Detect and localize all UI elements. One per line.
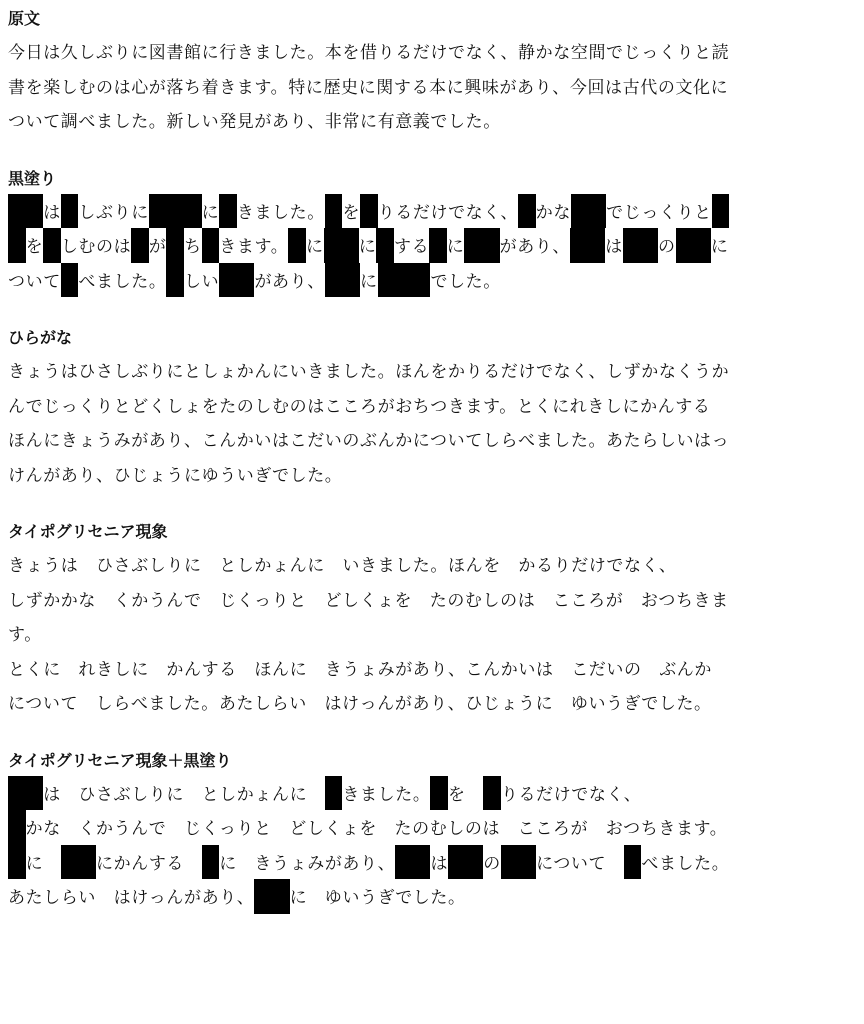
text-line [8, 230, 856, 265]
section-heading: 原文 [8, 9, 41, 28]
redaction-block [219, 194, 237, 229]
redaction-block [483, 776, 501, 811]
text-line: しずかかな くかうんで じくっりと どしくょを たのむしのは こころが おつちきま [8, 590, 729, 611]
redaction-block [325, 194, 343, 229]
section-heading: タイポグリセニア現象 [8, 522, 168, 541]
redaction-block [8, 228, 26, 263]
text-fragment: に [710, 237, 729, 257]
text-line: す。 [8, 625, 42, 645]
text-line [8, 847, 856, 882]
text-fragment: があり、 [254, 271, 325, 292]
text-fragment: りるだけでなく、 [377, 202, 519, 223]
redaction-block [131, 228, 149, 263]
text-fragment: の [658, 237, 676, 257]
text-fragment: の [483, 853, 501, 874]
text-fragment: でした。 [430, 271, 501, 292]
text-line: とくに れきしに かんする ほんに きうょみがあり、こんかいは こだいの ぶんか [8, 659, 712, 680]
document-page [8, 6, 856, 942]
text-fragment: ち [184, 237, 202, 257]
text-fragment: する [393, 237, 430, 257]
text-fragment: きました。 [236, 202, 325, 223]
text-line: きょうは ひさぶしりに としかょんに いきました。ほんを かるりだけでなく、 [8, 556, 677, 576]
text-fragment: でじっくりと [606, 202, 712, 223]
section-heading: ひらがな [8, 328, 73, 347]
redaction-block [325, 776, 343, 811]
text-fragment: しむのは [60, 237, 132, 257]
redaction-block [360, 194, 378, 229]
text-line: について しらべました。あたしらい はけっんがあり、ひじょうに ゆいうぎでした。 [8, 694, 712, 714]
text-fragment: があり、 [499, 237, 570, 257]
section [8, 6, 856, 140]
redaction-block [325, 263, 360, 298]
redaction-block [8, 194, 43, 229]
redaction-block [61, 845, 96, 880]
redaction-block [254, 879, 289, 914]
text-fragment: あたしらい はけっんがあり、 [8, 888, 255, 908]
text-fragment: しぶりに [78, 202, 149, 223]
text-fragment: きました。 [342, 784, 431, 805]
redaction-block [448, 845, 483, 880]
redaction-block [8, 776, 43, 811]
text-fragment: は [43, 202, 61, 223]
redaction-block [624, 845, 642, 880]
text-fragment: を [342, 202, 361, 223]
redaction-block [676, 228, 711, 263]
text-line [8, 812, 856, 847]
section [8, 166, 856, 300]
text-line: 今日は久しぶりに図書館に行きました。本を借りるだけでなく、静かな空間でじっくりと読 [8, 43, 730, 63]
section [8, 748, 856, 916]
redaction-block [570, 228, 605, 263]
redaction-block [202, 228, 220, 263]
text-line [8, 881, 856, 916]
text-fragment: について [536, 853, 624, 874]
text-fragment: りるだけでなく、 [500, 784, 642, 805]
text-line: ほんにきょうみがあり、こんかいはこだいのぶんかについてしらべました。あたらしいはっ [8, 431, 730, 451]
text-line [8, 778, 856, 813]
text-line: けんがあり、ひじょうにゆういぎでした。 [8, 465, 343, 486]
text-fragment: かな [535, 202, 571, 223]
text-fragment: に ゆいうぎでした。 [289, 888, 466, 908]
redaction-block [623, 228, 658, 263]
redaction-block [166, 228, 184, 263]
redaction-block [166, 263, 184, 298]
text-fragment: は [605, 237, 623, 257]
redaction-block [464, 228, 499, 263]
redaction-block [429, 228, 447, 263]
text-fragment: に [360, 271, 378, 292]
text-fragment: に [25, 853, 61, 874]
text-fragment: に きうょみがあり、 [219, 853, 396, 874]
text-line [8, 265, 856, 300]
text-line: きょうはひさしぶりにとしょかんにいきました。ほんをかりるだけでなく、しずかなくうか [8, 362, 730, 382]
redaction-block [501, 845, 536, 880]
redaction-block [149, 194, 202, 229]
redaction-block [395, 845, 430, 880]
redaction-block [712, 194, 730, 229]
text-fragment: べました。 [78, 271, 167, 292]
section-heading: タイポグリセニア現象＋黒塗り [8, 750, 232, 770]
text-fragment: にかんする [96, 853, 202, 874]
redaction-block [430, 776, 448, 811]
text-line: 書を楽しむのは心が落ち着きます。特に歴史に関する本に興味があり、今回は古代の文化に [8, 77, 729, 98]
text-fragment: に [201, 202, 220, 223]
redaction-block [8, 845, 26, 880]
text-fragment: は [430, 853, 449, 874]
text-fragment: を [448, 784, 484, 805]
redaction-block [378, 263, 431, 298]
text-fragment: に [358, 237, 377, 257]
redaction-block [8, 810, 26, 845]
section [8, 325, 856, 493]
redaction-block [288, 228, 306, 263]
redaction-block [376, 228, 394, 263]
redaction-block [43, 228, 61, 263]
text-fragment: ついて [8, 271, 61, 292]
text-fragment: かな くかうんで じくっりと どしくょを たのむしのは こころが おつちきます。 [25, 819, 728, 839]
redaction-block [571, 194, 606, 229]
redaction-block [324, 228, 359, 263]
text-line: んでじっくりとどくしょをたのしむのはこころがおちつきます。とくにれきしにかんする [8, 396, 711, 417]
text-fragment: は ひさぶしりに としかょんに [43, 784, 325, 805]
text-line: ついて調べました。新しい発見があり、非常に有意義でした。 [8, 112, 501, 132]
section [8, 519, 856, 722]
text-line [8, 196, 856, 231]
redaction-block [202, 845, 220, 880]
text-fragment: きます。 [219, 237, 289, 257]
section-heading: 黒塗り [8, 168, 57, 188]
redaction-block [518, 194, 536, 229]
redaction-block [61, 194, 79, 229]
text-fragment: を [25, 237, 44, 257]
redaction-block [61, 263, 79, 298]
text-fragment: が [148, 237, 167, 257]
redaction-block [219, 263, 254, 298]
text-fragment: に [305, 237, 324, 257]
text-fragment: しい [184, 271, 220, 292]
text-fragment: に [446, 237, 465, 257]
text-fragment: べました。 [641, 853, 730, 874]
